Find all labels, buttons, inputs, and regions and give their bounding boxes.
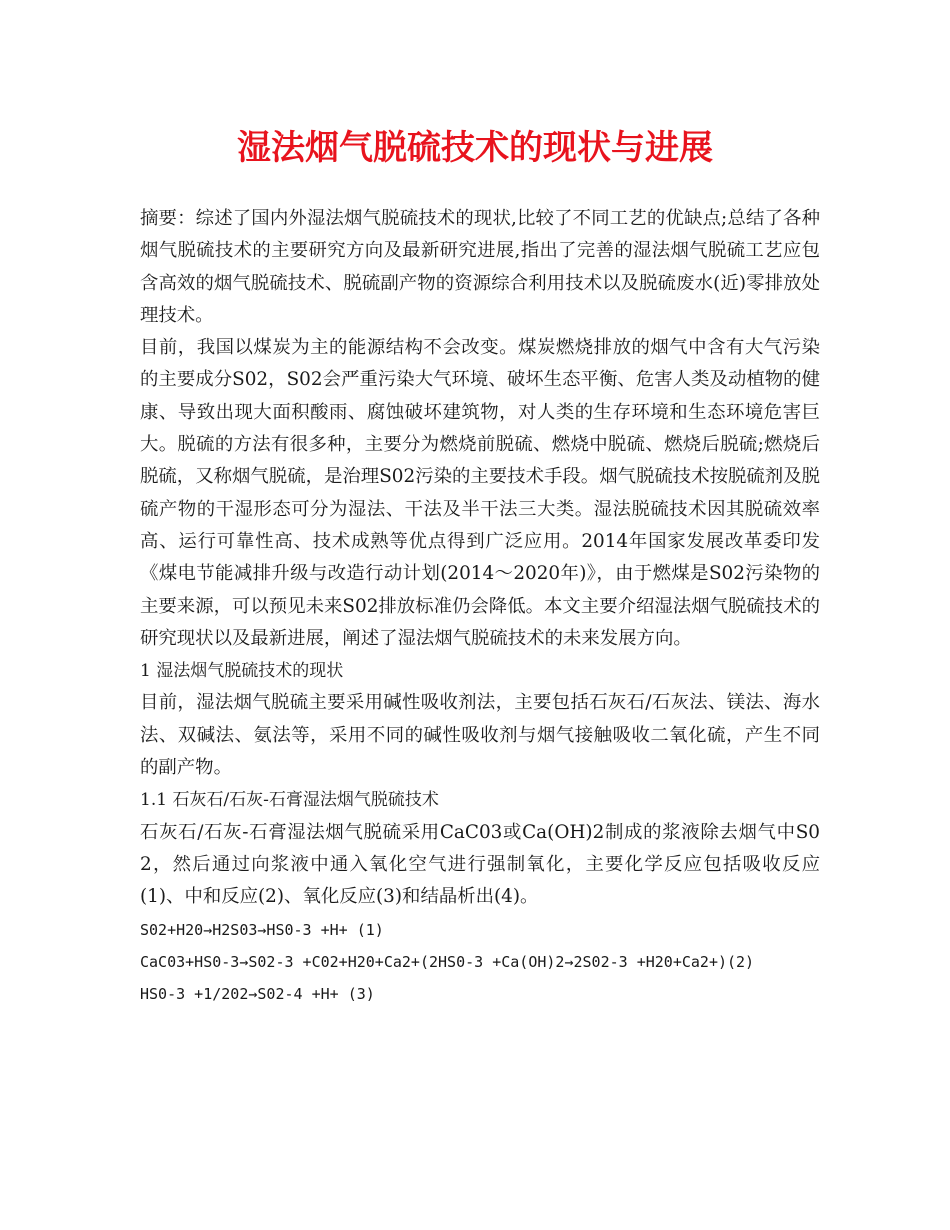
section-1-paragraph: 目前，湿法烟气脱硫主要采用碱性吸收剂法，主要包括石灰石/石灰法、镁法、海水法、双碱法、氨法等，采用不同的碱性吸收剂与烟气接触吸收二氧化硫，产生不同的副产物。 — [140, 692, 820, 779]
document-title: 湿法烟气脱硫技术的现状与进展 — [237, 128, 713, 168]
equation-1: S02+H20→H2S03→HS0-3 +H+ (1) — [140, 920, 384, 939]
intro-paragraph: 目前，我国以煤炭为主的能源结构不会改变。煤炭燃烧排放的烟气中含有大气污染的主要成分S02，S02会严重污染大气环境、破坏生态平衡、危害人类及动植物的健康、导致出现大面积酸雨、腐蚀破坏建筑物，对人类的生存环境和生态环境危害巨大。脱硫的方法有很多种，主要分为燃烧前脱硫、燃烧中脱硫、燃烧后脱硫;燃烧后脱硫，又称烟气脱硫，是治理S02污染的主要技术手段。烟气脱硫技术按脱硫剂及脱硫产物的干湿形态可分为湿法、干法及半干法三大类。湿法脱硫技术因其脱硫效率高、运行可靠性高、技术成熟等优点得到广泛应用。2014年国家发展改革委印发《煤电节能减排升级与改造行动计划(2014～2020年)》，由于燃煤是S02污染物的主要来源，可以预见未来S02排放标准仍会降低。本文主要介绍湿法烟气脱硫技术的研究现状以及最新进展，阐述了湿法烟气脱硫技术的未来发展方向。 — [140, 337, 820, 649]
section-1-heading: 1 湿法烟气脱硫技术的现状 — [140, 661, 344, 682]
abstract-paragraph: 摘要：综述了国内外湿法烟气脱硫技术的现状,比较了不同工艺的优缺点;总结了各种烟气脱硫技术的主要研究方向及最新研究进展,指出了完善的湿法烟气脱硫工艺应包含高效的烟气脱硫技术、脱硫副产物的资源综合利用技术以及脱硫废水(近)零排放处理技术。 — [140, 208, 820, 326]
equation-3: HS0-3 +1/202→S02-4 +H+ (3) — [140, 985, 375, 1004]
document-body — [140, 203, 820, 1010]
equation-2: CaC03+HS0-3→S02-3 +C02+H20+Ca2+(2HS0-3 +Ca(OH)2→2S02-3 +H20+Ca2+)(2) — [140, 952, 755, 971]
section-1-1-heading: 1.1 石灰石/石灰-石膏湿法烟气脱硫技术 — [140, 790, 439, 811]
section-1-1-paragraph: 石灰石/石灰-石膏湿法烟气脱硫采用CaC03或Ca(OH)2制成的浆液除去烟气中S02，然后通过向浆液中通入氧化空气进行强制氧化，主要化学反应包括吸收反应(1)、中和反应(2)、氧化反应(3)和结晶析出(4)。 — [140, 821, 820, 908]
